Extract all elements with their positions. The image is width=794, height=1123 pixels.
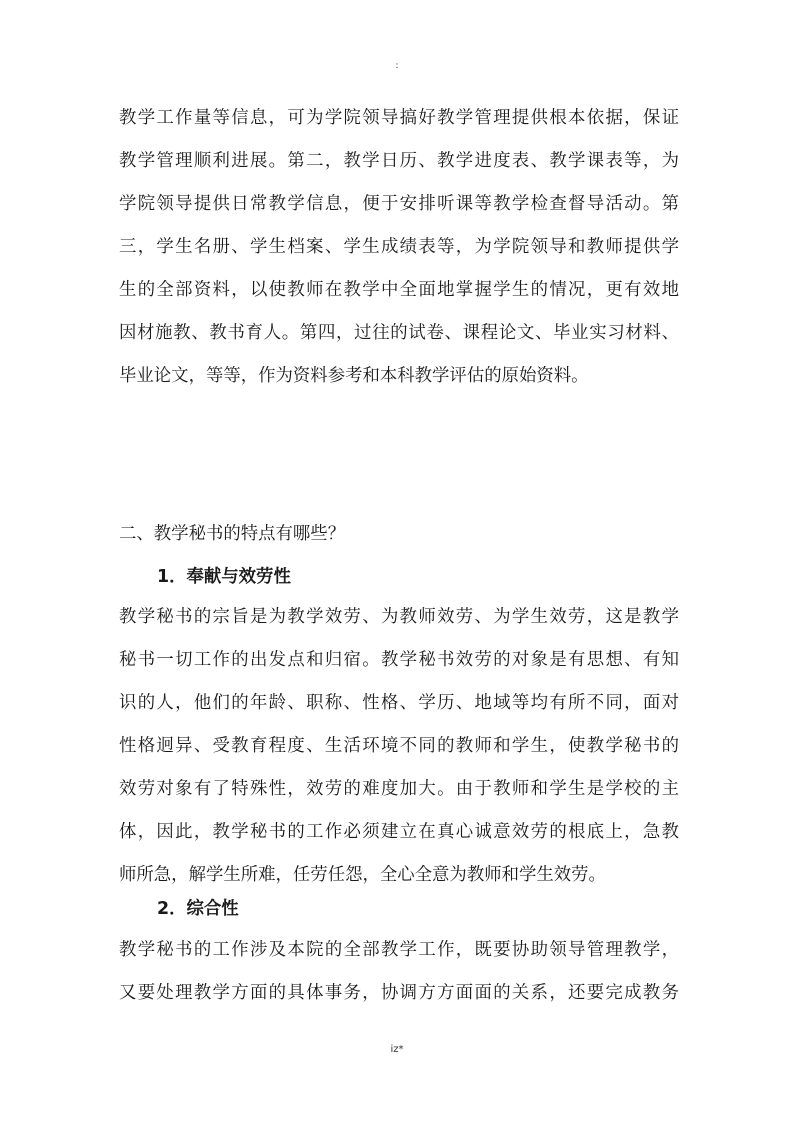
text-line: 体，因此，教学秘书的工作必须建立在真心诚意效劳的根底上，急教	[119, 822, 679, 842]
text-line: 生的全部资料，以使教师在教学中全面地掌握学生的情况，更有效地	[119, 280, 679, 300]
subheading-1: 1．奉献与效劳性	[157, 567, 291, 587]
footer-mark: iz*	[390, 1044, 404, 1055]
text-line: 又要处理教学方面的具体事务，协调方方面面的关系，还要完成教务	[119, 983, 679, 1003]
subheading-2: 2．综合性	[157, 899, 239, 919]
header-mark: :	[395, 61, 399, 71]
text-line: 学院领导提供日常教学信息，便于安排听课等教学检查督导活动。第	[119, 194, 679, 214]
paragraph-2	[119, 602, 679, 903]
text-line: 教学管理顺利进展。第二，教学日历、教学进度表、教学课表等，为	[119, 151, 679, 171]
text-line: 师所急，解学生所难，任劳任怨，全心全意为教师和学生效劳。	[119, 865, 606, 885]
text-line: 三，学生名册、学生档案、学生成绩表等，为学院领导和教师提供学	[119, 237, 679, 257]
text-line: 识的人，他们的年龄、职称、性格、学历、地域等均有所不同，面对	[119, 693, 679, 713]
text-line: 因材施教、教书育人。第四，过往的试卷、课程论文、毕业实习材料、	[119, 323, 679, 343]
text-line: 毕业论文，等等，作为资料参考和本科教学评估的原始资料。	[119, 366, 589, 386]
text-line: 效劳对象有了特殊性，效劳的难度加大。由于教师和学生是学校的主	[119, 779, 679, 799]
paragraph-3	[119, 935, 679, 1021]
text-line: 教学秘书的宗旨是为教学效劳、为教师效劳、为学生效劳，这是教学	[119, 607, 679, 627]
section-heading: 二、教学秘书的特点有哪些？	[119, 524, 346, 544]
text-line: 性格迥异、受教育程度、生活环境不同的教师和学生，使教学秘书的	[119, 736, 679, 756]
text-line: 秘书一切工作的出发点和归宿。教学秘书效劳的对象是有思想、有知	[119, 650, 679, 670]
text-line: 教学工作量等信息，可为学院领导搞好教学管理提供根本依据，保证	[119, 108, 679, 128]
text-line: 教学秘书的工作涉及本院的全部教学工作，既要协助领导管理教学，	[119, 940, 679, 960]
paragraph-1	[119, 103, 679, 404]
